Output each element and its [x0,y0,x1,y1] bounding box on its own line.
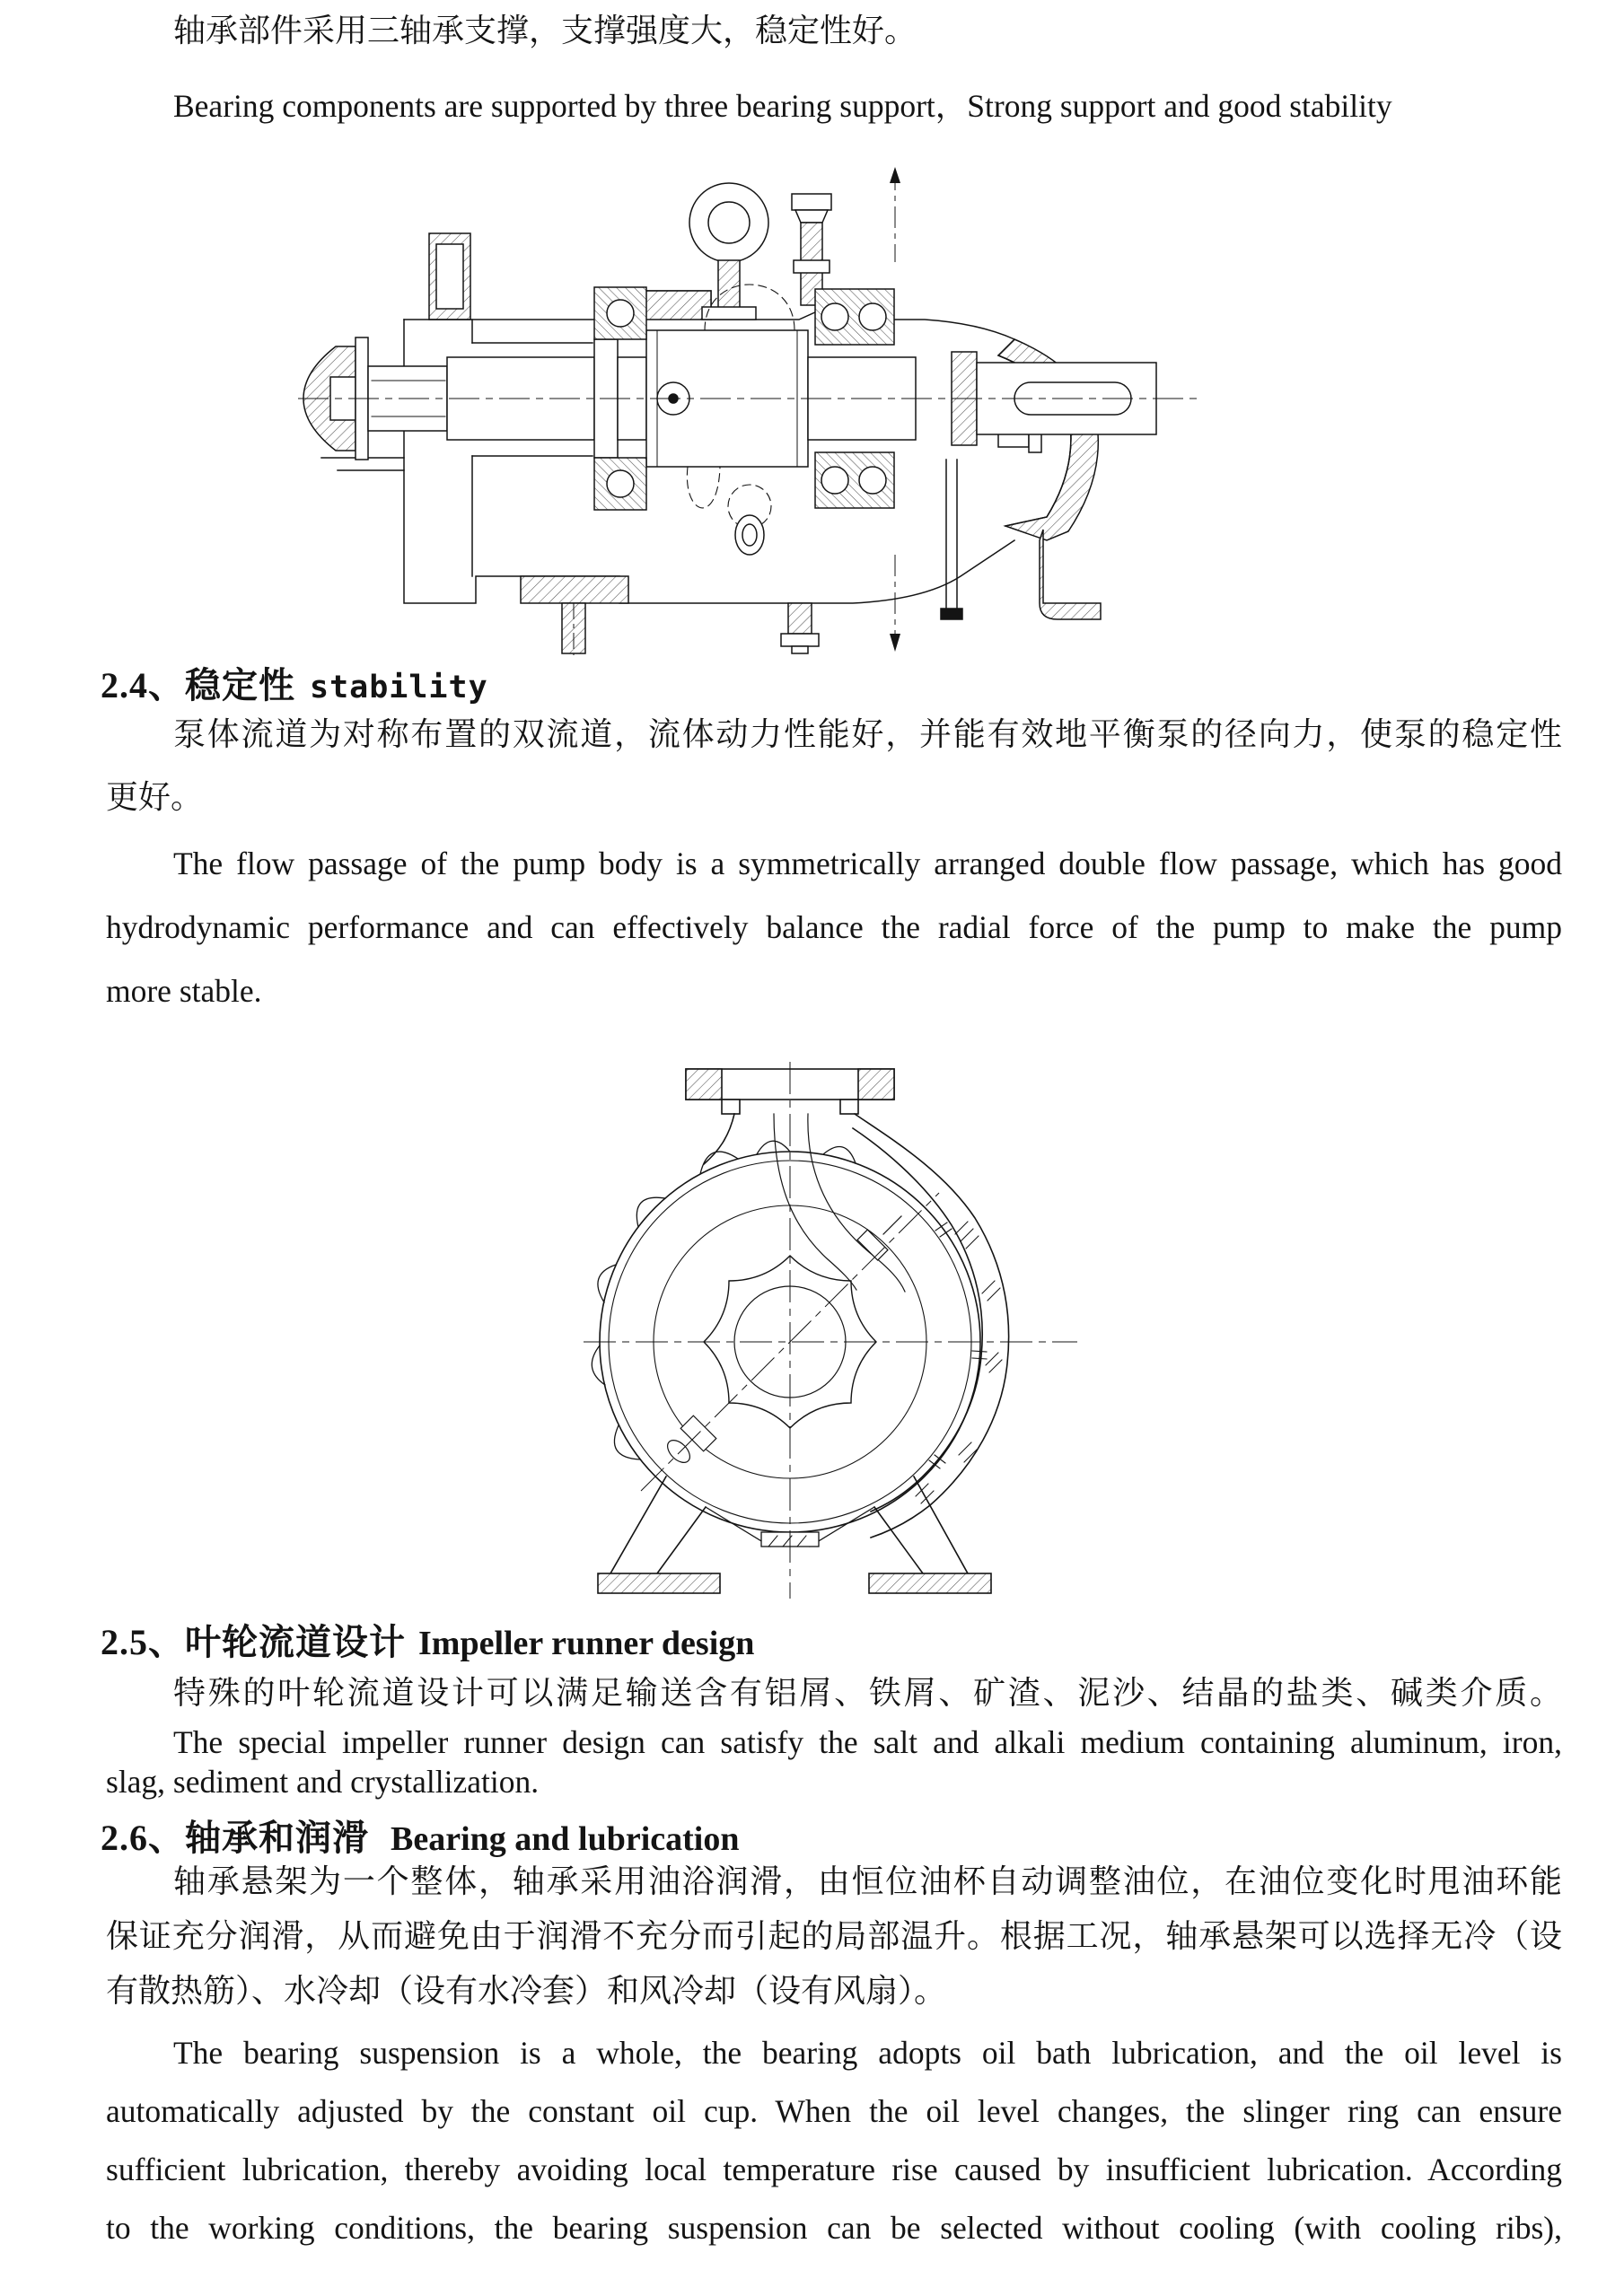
paragraph-line: automatically adjusted by the constant oil cup. When the oil level changes, the slinger ring can ensure [106,2093,1562,2129]
section-heading-2-6-zh: 2.6、轴承和润滑 [101,1818,369,1858]
section-2-5-paragraph-en [106,1722,1562,1801]
paragraph-line: hydrodynamic performance and can effectively balance the radial force of the pump to make the pump [106,909,1562,945]
intro-paragraph-en: Bearing components are supported by three bearing support，Strong support and good stability [173,88,1392,124]
intro-paragraph-zh: 轴承部件采用三轴承支撑，支撑强度大，稳定性好。 [173,13,917,48]
paragraph-line: The bearing suspension is a whole, the bearing adopts oil bath lubrication, and the oil level is [173,2035,1562,2071]
paragraph-line: 有散热筋）、水冷却（设有水冷套）和风冷却（设有风扇）。 [106,1973,947,2009]
section-2-6-paragraph-zh [106,1854,1562,2019]
paragraph-line: to the working conditions, the bearing suspension can be selected without cooling (with cooling ribs), [106,2210,1562,2246]
section-heading-2-4 [101,657,488,708]
paragraph-line: 保证充分润滑，从而避免由于润滑不充分而引起的局部温升。根据工况，轴承悬架可以选择无冷（设 [106,1918,1562,1954]
section-2-4-paragraph-zh [106,703,1562,828]
section-heading-2-5 [101,1614,754,1665]
paragraph-line: slag, sediment and crystallization. [106,1764,540,1800]
section-heading-2-4-en: stability [310,670,488,705]
section-2-5-paragraph-zh [106,1670,1562,1715]
paragraph-line: 泵体流道为对称布置的双流道，流体动力性能好，并能有效地平衡泵的径向力，使泵的稳定性 [173,716,1562,752]
section-heading-2-5-zh: 2.5、叶轮流道设计 [101,1622,406,1662]
section-heading-2-6-en: Bearing and lubrication [391,1820,740,1858]
section-2-4-paragraph-en [106,832,1562,1023]
pump-volute-drawing [584,1062,1082,1600]
section-heading-2-4-zh: 2.4、稳定性 [101,665,295,705]
figure-pump-body-front-view [584,1062,1082,1600]
paragraph-line: 更好。 [106,779,204,815]
paragraph-line: The special impeller runner design can satisfy the salt and alkali medium containing aluminum, iron, [173,1724,1562,1760]
paragraph-line: The flow passage of the pump body is a symmetrically arranged double flow passage, which has good [173,846,1562,881]
bearing-assembly-drawing [296,154,1203,657]
paragraph-line: 特殊的叶轮流道设计可以满足输送含有铝屑、铁屑、矿渣、泥沙、结晶的盐类、碱类介质。 [173,1675,1562,1711]
paragraph-line: more stable. [106,973,262,1009]
section-heading-2-5-en: Impeller runner design [418,1625,755,1662]
section-heading-2-6 [101,1810,740,1861]
paragraph-line: sufficient lubrication, thereby avoiding local temperature rise caused by insufficient lubrication. According [106,2151,1562,2187]
figure-bearing-assembly-section [296,154,1203,657]
paragraph-line: 轴承悬架为一个整体，轴承采用油浴润滑，由恒位油杯自动调整油位，在油位变化时甩油环能 [173,1863,1562,1899]
section-2-6-paragraph-en [106,2024,1562,2257]
